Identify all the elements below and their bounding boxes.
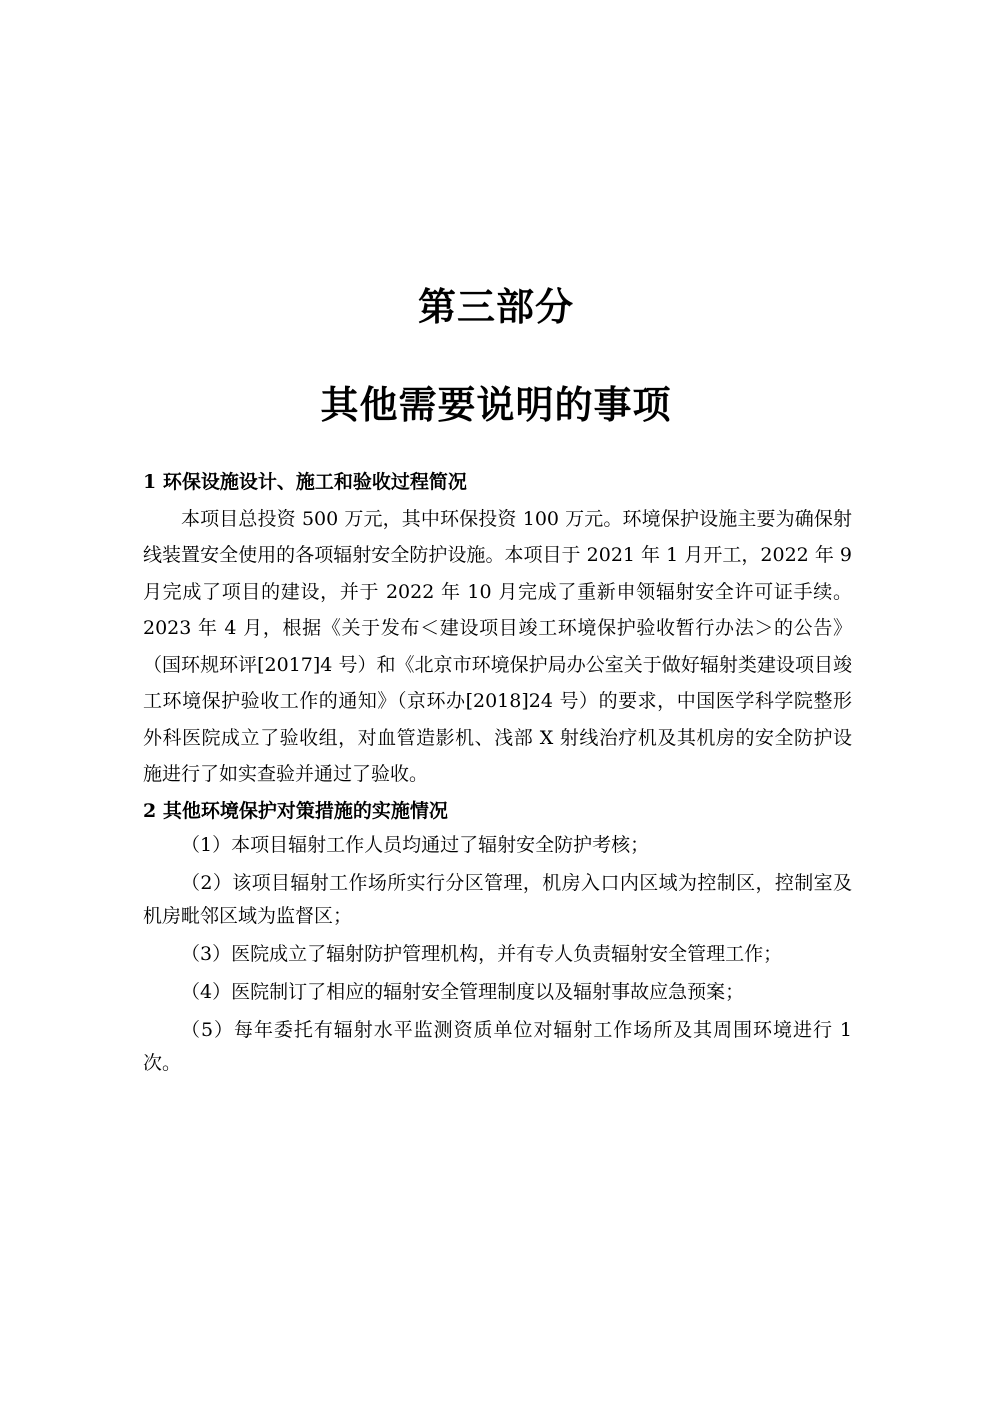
- list-item: （3）医院成立了辐射防护管理机构，并有专人负责辐射安全管理工作；: [181, 943, 783, 965]
- section-2-heading: 2 其他环境保护对策措施的实施情况: [143, 799, 448, 822]
- page-title: 其他需要说明的事项: [320, 382, 672, 428]
- list-item: （2）该项目辐射工作场所实行分区管理，机房入口内区域为控制区，控制室及机房毗邻区域为监督区；: [143, 872, 852, 927]
- list-item: （1）本项目辐射工作人员均通过了辐射安全防护考核；: [181, 834, 650, 856]
- list-item: （4）医院制订了相应的辐射安全管理制度以及辐射事故应急预案；: [181, 981, 745, 1003]
- section-1-paragraph: 本项目总投资 500 万元，其中环保投资 100 万元。环境保护设施主要为确保射线装置安全使用的各项辐射安全防护设施。本项目于 2021 年 1 月开工，2022 年 9 月完成了项目的建设，并于 2022 年 10 月完成了重新申领辐射安全许可证手续。2023 年 4 月，根据《关于发布＜建设项目竣工环境保护验收暂行办法＞的公告》（国环规环评[2017]4 号）和《北京市环境保护局办公室关于做好辐射类建设项目竣工环境保护验收工作的通知》（京环办[2018]24 号）的要求，中国医学科学院整形外科医院成立了验收组，对血管造影机、浅部 X 射线治疗机及其机房的安全防护设施进行了如实查验并通过了验收。: [143, 507, 852, 785]
- part-title: 第三部分: [417, 284, 574, 330]
- list-item: （5）每年委托有辐射水平监测资质单位对辐射工作场所及其周围环境进行 1 次。: [143, 1019, 852, 1074]
- document-body: [143, 464, 852, 1083]
- section-1-heading: 1 环保设施设计、施工和验收过程简况: [143, 471, 467, 493]
